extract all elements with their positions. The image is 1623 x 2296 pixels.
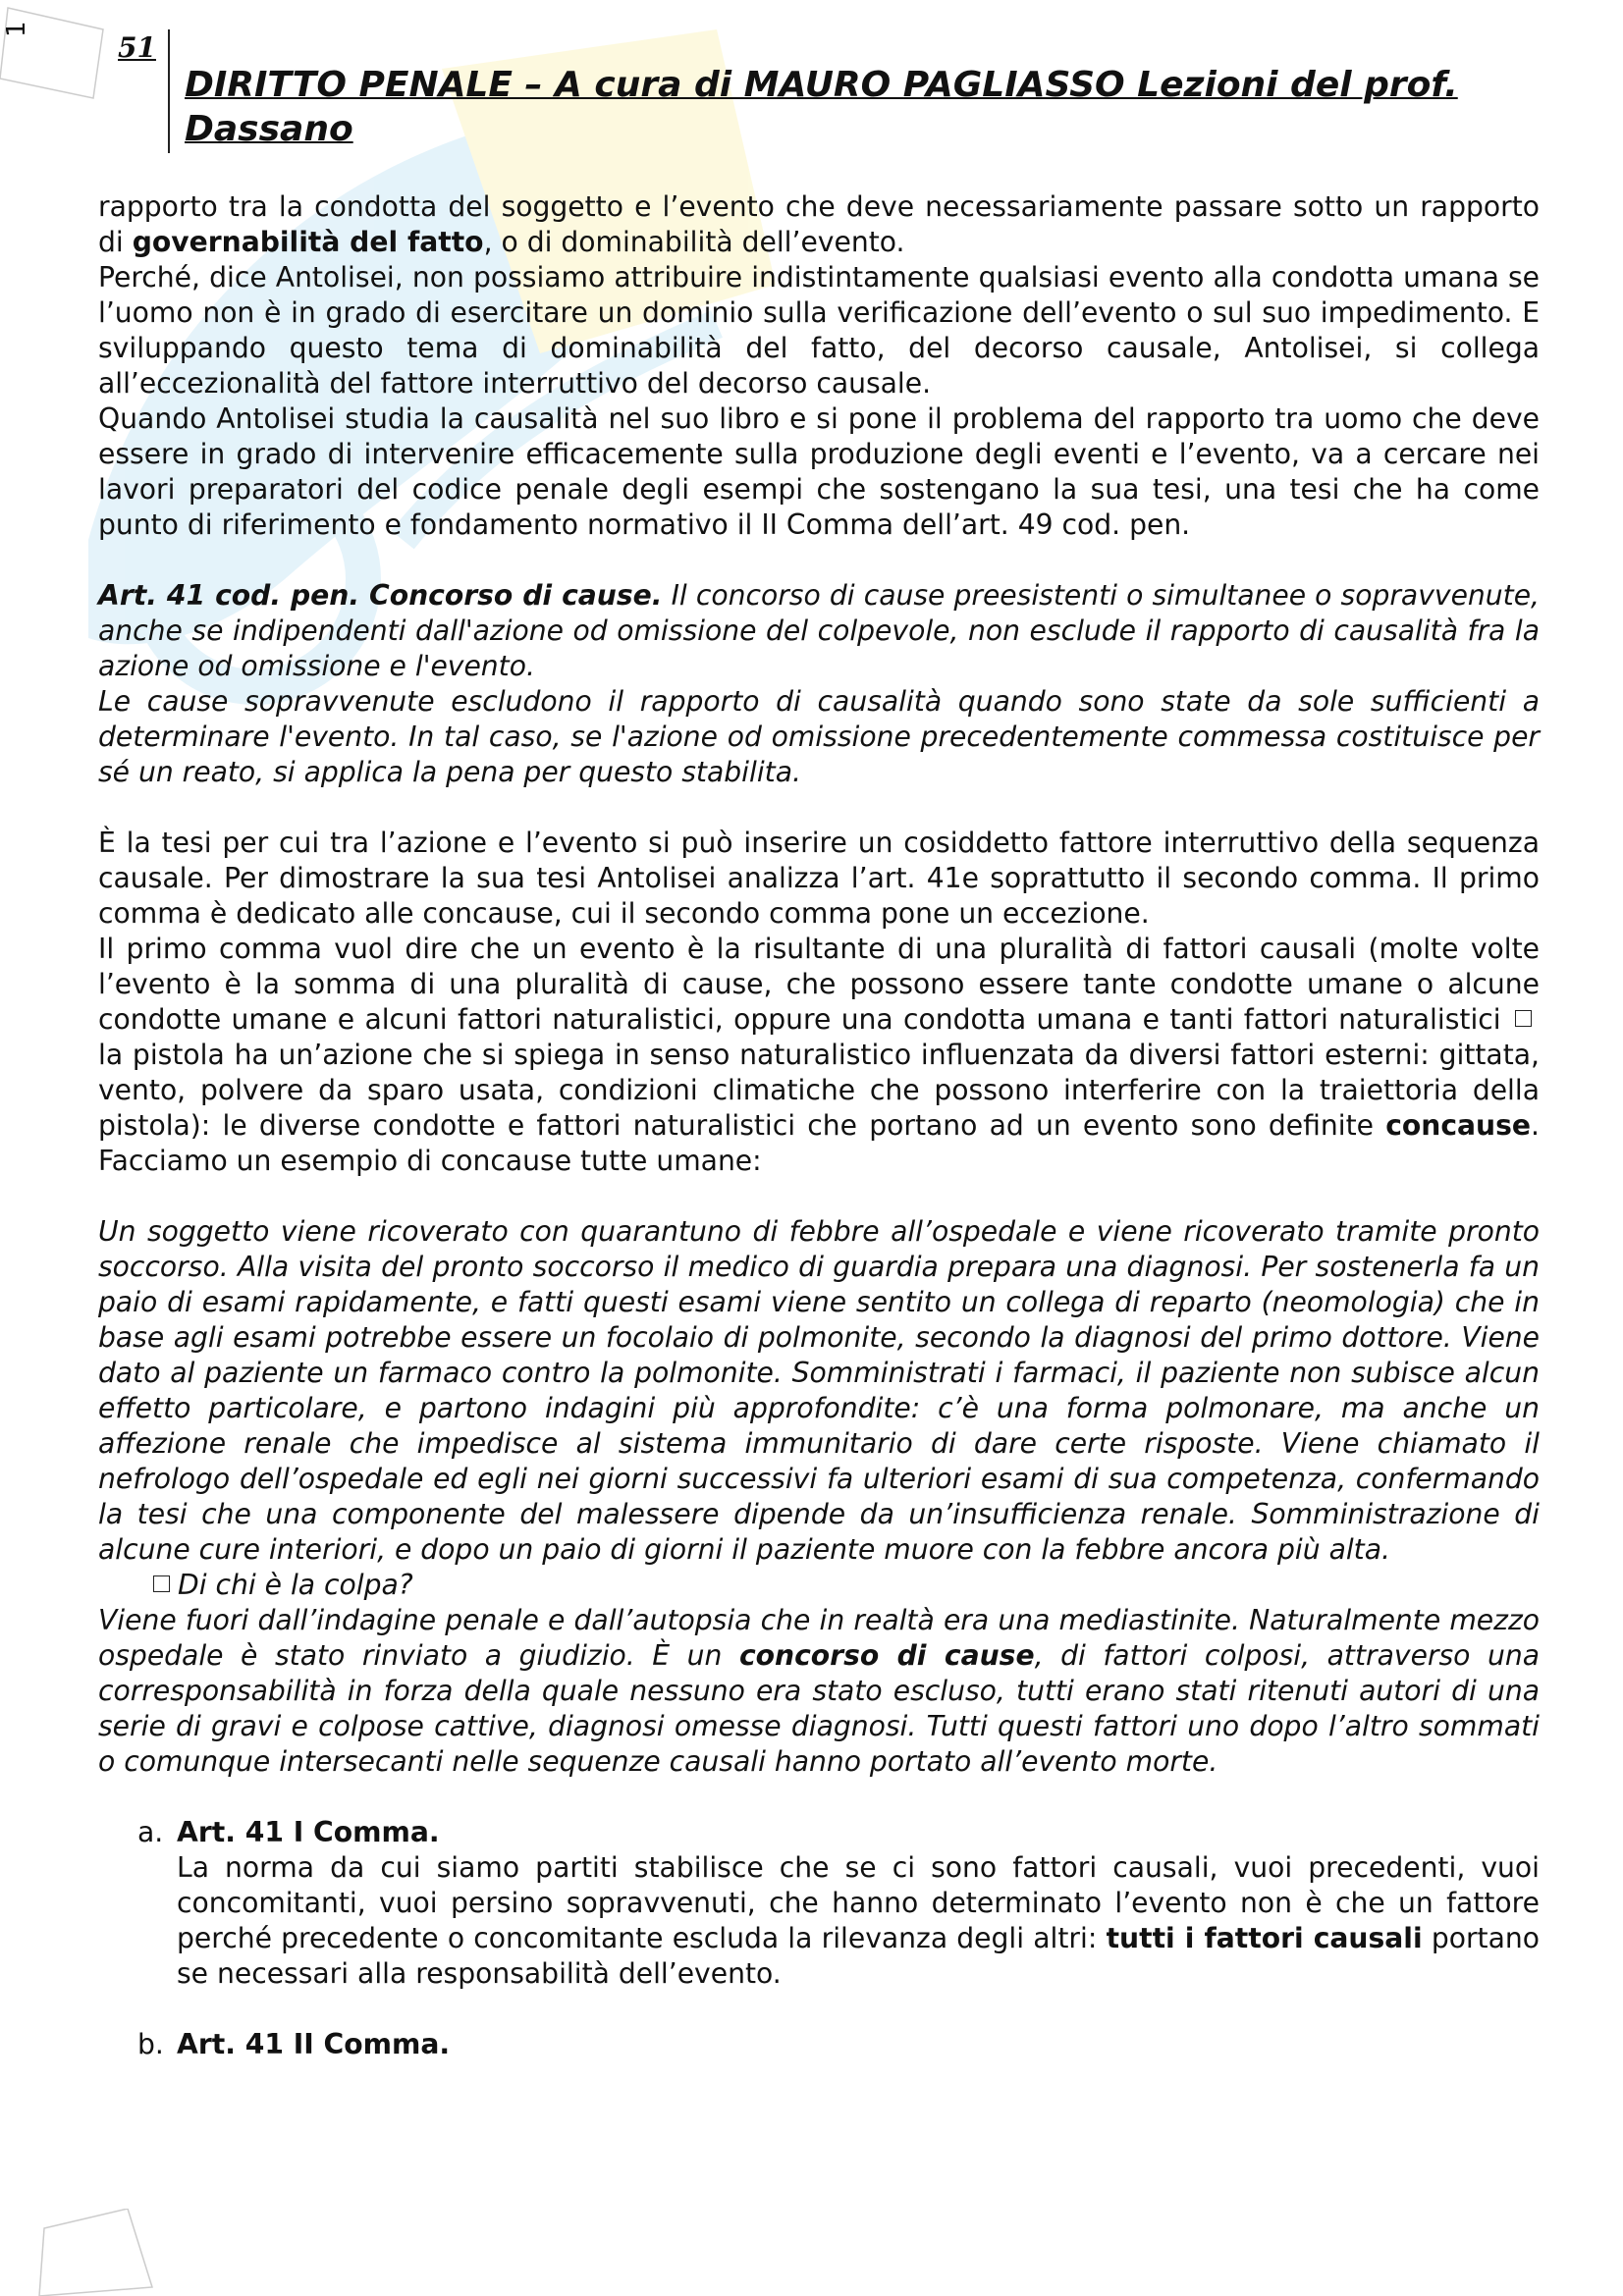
checkbox-glyph-icon [1515,1010,1532,1027]
paragraph: Il primo comma vuol dire che un evento è la risultante di una pluralità di fattori causali (molte volte l’evento è la somma di una pluralità di cause, che possono essere tante condotte umane o alcune condotte umane e alcuni fattori naturalistici, oppure una condotta umana e tanti fattori naturalistici la pistola ha un’azione che si spiega in senso naturalistico influenzata da diversi fattori esterni: gittata, vento, polvere da sparo usata, condizioni climatiche che possono interferire con la traiettoria della pistola): le diverse condotte e fattori naturalistici che portano ad un evento sono definite concause. Facciamo un esempio di concause tutte umane: [98,933,1540,1177]
paragraph: rapporto tra la condotta del soggetto e l’evento che deve necessariamente passare sotto un rapporto di governabilità del fatto, o di dominabilità dell’evento. [98,190,1540,258]
list-heading: Art. 41 II Comma. [177,2028,451,2060]
answer-paragraph: Viene fuori dall’indagine penale e dall’autopsia che in realtà era una mediastinite. Naturalmente mezzo ospedale è stato rinviato a giudizio. È un concorso di cause, di fattori colposi, attraverso una corresponsabilità in forza della quale nessuno era stato escluso, tutti erano stati ritenuti autori di una serie di gravi e colpose cattive, diagnosi omesse diagnosi. Tutti questi fattori uno dopo l’altro sommati o comunque intersecanti nelle sequenze causali hanno portato all’evento morte. [98,1604,1540,1778]
paragraph: Perché, dice Antolisei, non possiamo attribuire indistintamente qualsiasi evento alla condotta umana se l’uomo non è in grado di esercitare un dominio sulla verificazione dell’evento o sul suo impedimento. E sviluppando questo tema di dominabilità del fatto, del decorso causale, Antolisei, si collega all’eccezionalità del fattore interruttivo del decorso causale. [98,261,1540,400]
list-heading: Art. 41 I Comma. [177,1816,440,1848]
page-corner-mark [0,0,118,108]
document-title: DIRITTO PENALE – A cura di MAURO PAGLIASSO Lezioni del prof. Dassano [185,65,1458,149]
page-corner-mark-bottom [29,2209,157,2296]
list-item: b. Art. 41 II Comma. [98,2027,1540,2062]
article-41-quote: Art. 41 cod. pen. Concorso di cause. Il concorso di cause preesistenti o simultanee o sopravvenute, anche se indipendenti dall'azione od omissione del colpevole, non esclude il rapporto di causalità fra la azione od omissione e l'evento. [98,579,1540,682]
question-line: Di chi è la colpa? [98,1568,1540,1603]
article-heading: Art. 41 cod. pen. Concorso di cause. [98,579,663,612]
header-page-number: 51 [118,31,156,64]
list-item: a. Art. 41 I Comma. La norma da cui siamo partiti stabilisce che se ci sono fattori causali, vuoi precedenti, vuoi concomitanti, vuoi persino sopravvenuti, che hanno determinato l’evento non è che un fattore perché precedente o concomitante escluda la rilevanza degli altri: tutti i fattori causali portano se necessari alla responsabilità dell’evento. [137,1816,1540,1990]
document-body [98,189,1540,2062]
header-divider [168,29,170,153]
paragraph: Quando Antolisei studia la causalità nel suo libro e si pone il problema del rapporto tra uomo che deve essere in grado di intervenire efficacemente sulla produzione degli eventi e l’evento, va a cercare nei lavori preparatori del codice penale degli esempi che sostengano la sua tesi, una tesi che ha come punto di riferimento e fondamento normativo il II Comma dell’art. 49 cod. pen. [98,402,1540,541]
side-page-number: 1 [2,21,31,37]
example-paragraph: Un soggetto viene ricoverato con quarantuno di febbre all’ospedale e viene ricoverato tramite pronto soccorso. Alla visita del pronto soccorso il medico di guardia prepara una diagnosi. Per sostenerla fa un paio di esami rapidamente, e fatti questi esami viene sentito un collega di reparto (neomologia) che in base agli esami potrebbe essere un focolaio di polmonite, secondo la diagnosi del primo dottore. Viene dato al paziente un farmaco contro la polmonite. Somministrati i farmaci, il paziente non subisce alcun effetto particolare, e partono indagini più approfondite: c’è una forma polmonare, ma anche un affezione renale che impedisce al sistema immunitario di dare certe risposte. Viene chiamato il nefrologo dell’ospedale ed egli nei giorni successivi fa ulteriori esami di sua competenza, confermando la tesi che una componente del malessere dipende da un’insufficienza renale. Somministrazione di alcune cure interiori, e dopo un paio di giorni il paziente muore con la febbre ancora più alta. [98,1215,1540,1566]
paragraph: È la tesi per cui tra l’azione e l’evento si può inserire un cosiddetto fattore interruttivo della sequenza causale. Per dimostrare la sua tesi Antolisei analizza l’art. 41e soprattutto il secondo comma. Il primo comma è dedicato alle concause, cui il secondo comma pone un eccezione. [98,827,1540,930]
checkbox-glyph-icon [153,1575,170,1592]
list-text: La norma da cui siamo partiti stabilisce che se ci sono fattori causali, vuoi precedenti, vuoi concomitanti, vuoi persino sopravvenuti, che hanno determinato l’evento non è che un fattore perché precedente o concomitante escluda la rilevanza degli altri: tutti i fattori causali portano se necessari alla responsabilità dell’evento. [177,1851,1540,1990]
article-41-quote-second: Le cause sopravvenute escludono il rapporto di causalità quando sono state da sole sufficienti a determinare l'evento. In tal caso, se l'azione od omissione precedentemente commessa costituisce per sé un reato, si applica la pena per questo stabilita. [98,685,1540,788]
